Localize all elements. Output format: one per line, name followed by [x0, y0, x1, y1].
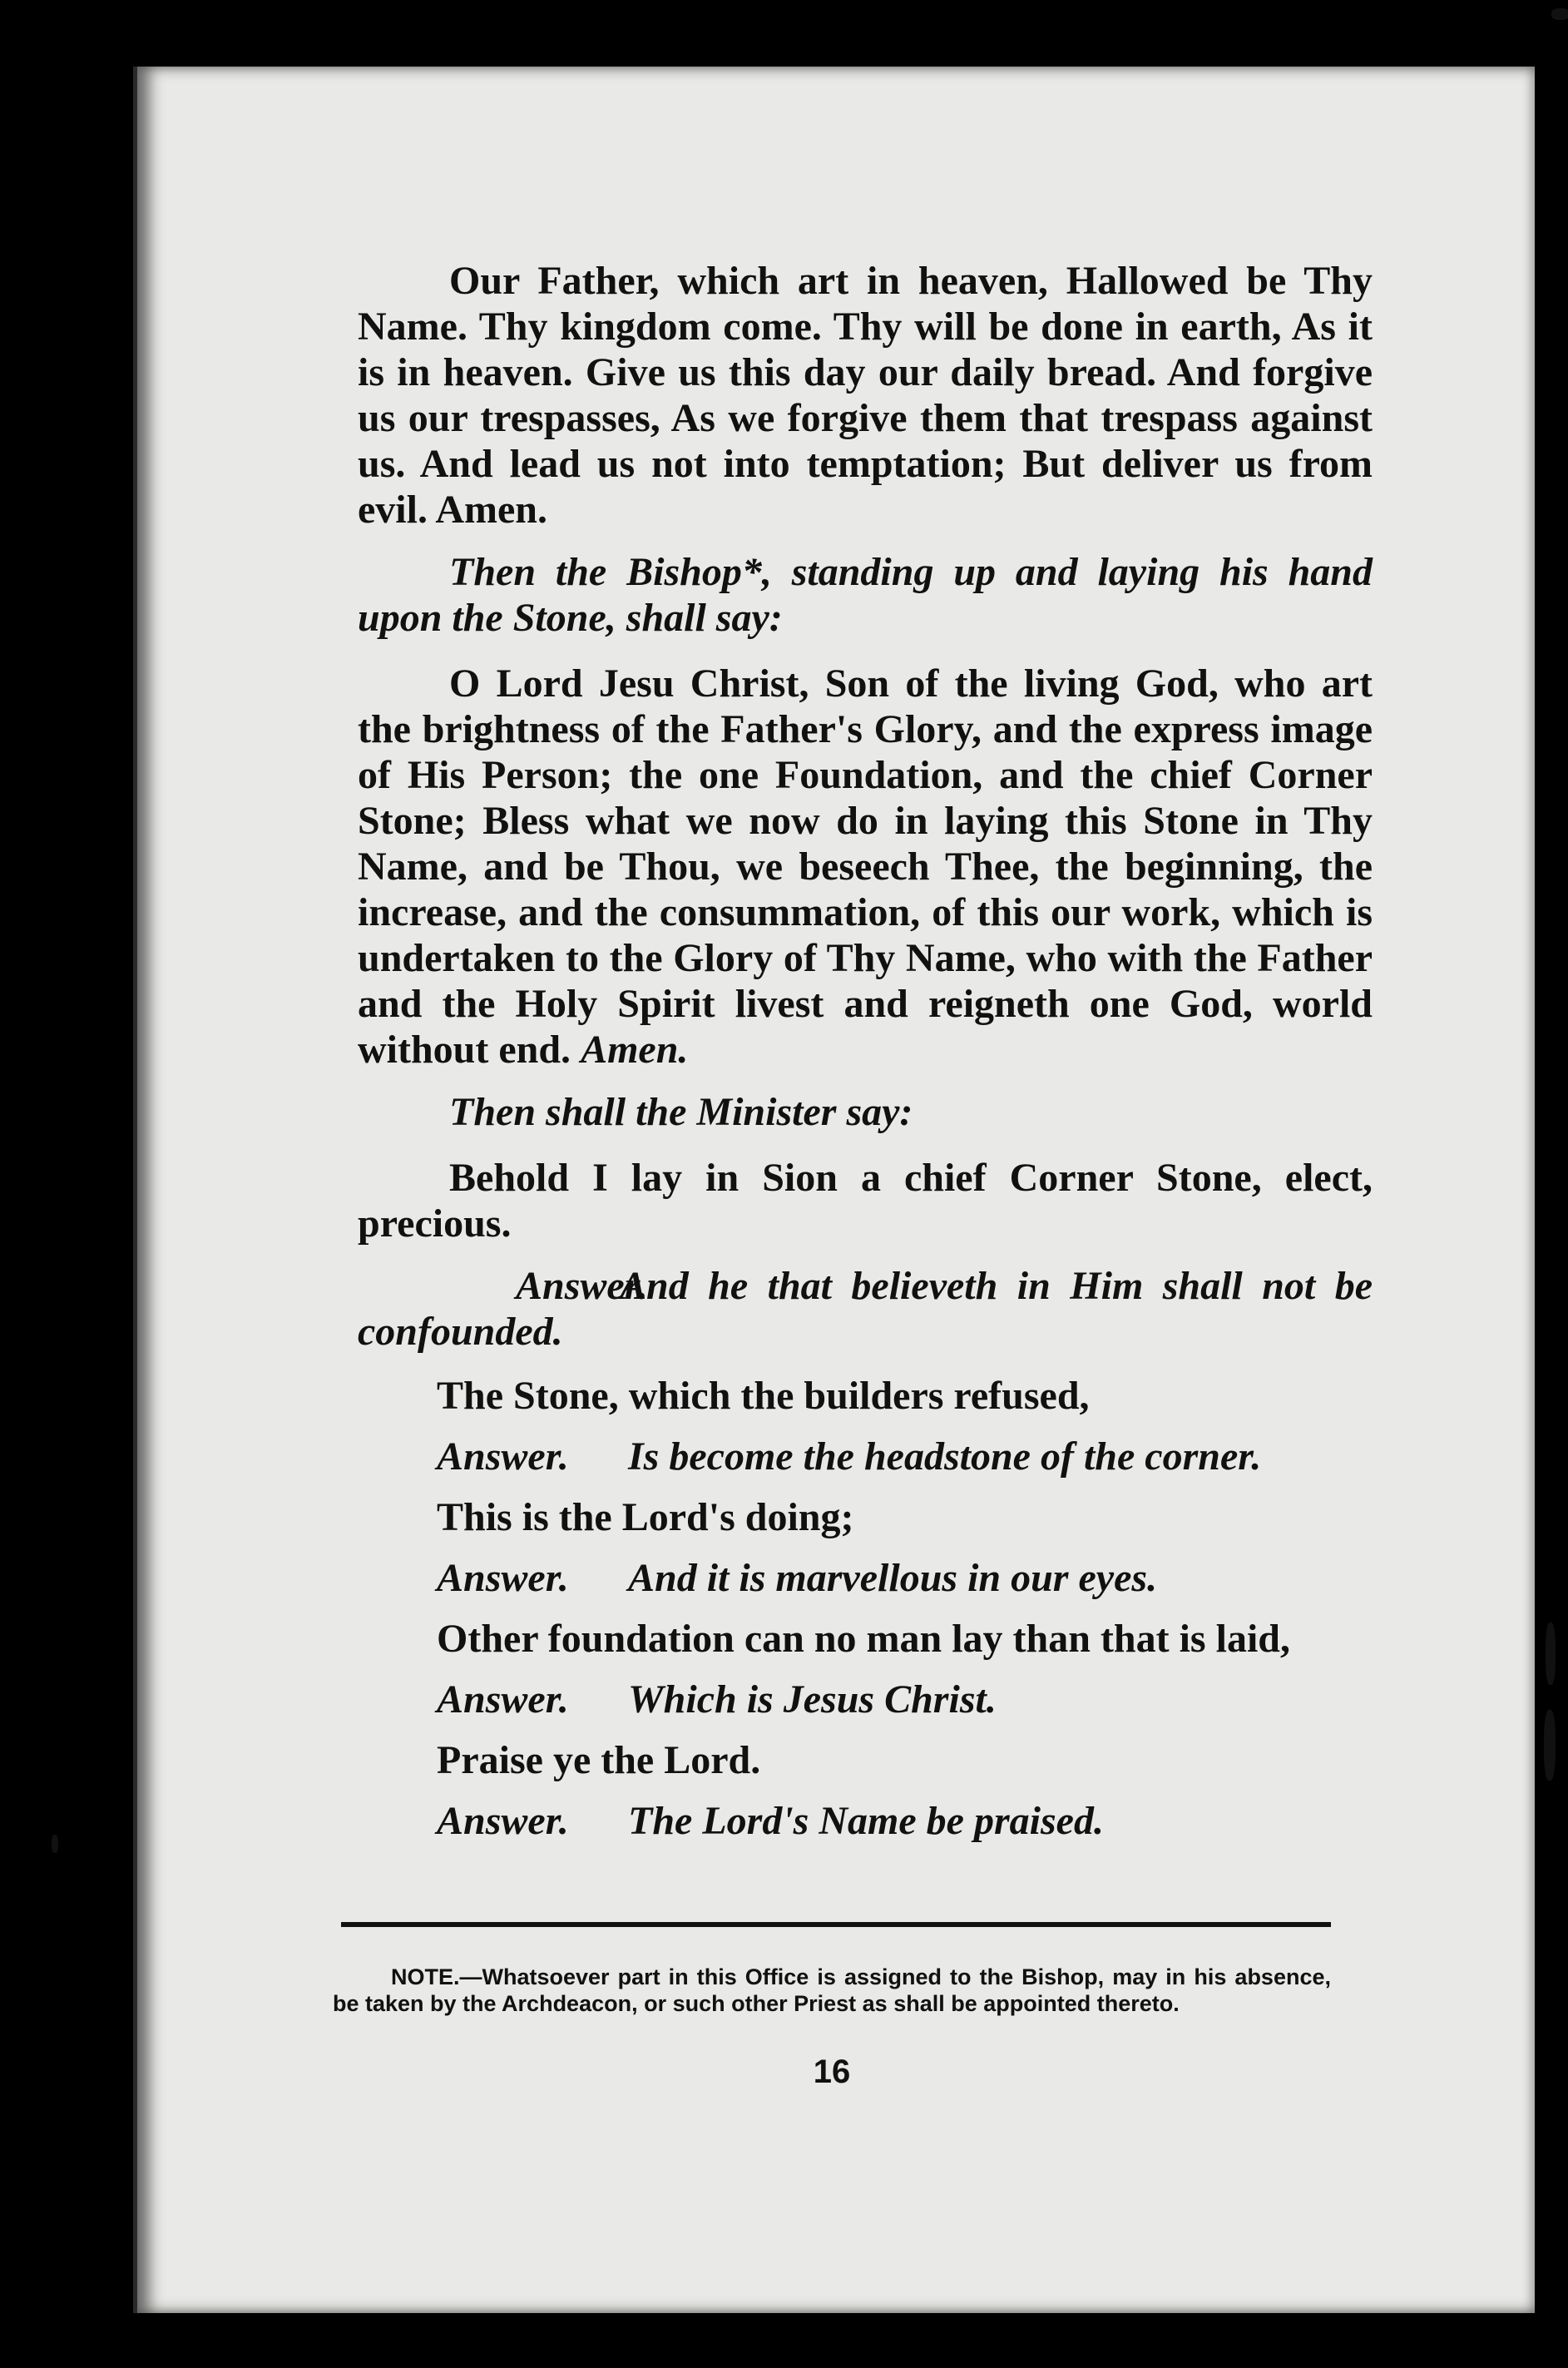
answer-text: And it is marvellous in our eyes. [628, 1556, 1158, 1600]
answer-label: Answer. [437, 1556, 569, 1600]
answer-text: Which is Jesus Christ. [628, 1677, 997, 1722]
answer-label: Answer. [516, 1264, 648, 1308]
collect-amen: Amen. [581, 1028, 689, 1072]
collect-paragraph [358, 661, 1373, 1073]
response-verse: Praise ye the Lord. [437, 1738, 761, 1782]
answer-label: Answer. [437, 1434, 569, 1479]
scan-speck [52, 1835, 58, 1853]
response-answer [358, 1434, 1373, 1479]
footnote: NOTE.—Whatsoever part in this Office is assigned to the Bishop, may in his absence, be taken by the Archdeacon, or such other Priest as shall be appointed thereto. [333, 1964, 1331, 2016]
answer-text: Is become the headstone of the corner. [628, 1434, 1262, 1479]
page-number: 16 [813, 2053, 851, 2090]
response-verse: The Stone, which the builders refused, [437, 1374, 1090, 1418]
footnote-rule [341, 1922, 1331, 1927]
scan-speck [1551, 8, 1568, 20]
liturgy-text [358, 258, 1373, 1859]
response-verse: Other foundation can no man lay than that is laid, [437, 1617, 1290, 1661]
rubric-bishop: Then the Bishop*, standing up and laying his hand upon the Stone, shall say: [358, 550, 1373, 640]
response-answer [358, 1263, 1373, 1355]
behold-paragraph: Behold I lay in Sion a chief Corner Stone, elect, precious. [358, 1156, 1373, 1246]
response-answer [358, 1555, 1373, 1601]
answer-text: The Lord's Name be praised. [628, 1799, 1104, 1843]
lords-prayer-paragraph: Our Father, which art in heaven, Hallowed be Thy Name. Thy kingdom come. Thy will be done in earth, As it is in heaven. Give us this day our daily bread. And forgive us our trespasses, As we forgive them that trespass against us. And lead us not into temptation; But deliver us from evil. Amen. [358, 259, 1373, 532]
response-verse: This is the Lord's doing; [437, 1495, 854, 1539]
response-answer [358, 1798, 1373, 1844]
scan-speck [1546, 1622, 1556, 1685]
answer-label: Answer. [437, 1799, 569, 1843]
response-answer [358, 1677, 1373, 1722]
collect-text: O Lord Jesu Christ, Son of the living God, who art the brightness of the Father's Glory, and the express image of His Person; the one Foundation, and the chief Corner Stone; Bless what we now do in laying this Stone in Thy Name, and be Thou, we beseech Thee, the beginning, the increase, and the consummation, of this our work, which is undertaken to the Glory of Thy Name, who with the Father and the Holy Spirit livest and reigneth one God, world without end. [358, 661, 1373, 1072]
answer-text: And he that believeth in Him shall not be confounded. [358, 1264, 1373, 1354]
answer-label: Answer. [437, 1677, 569, 1722]
rubric-minister: Then shall the Minister say: [449, 1090, 913, 1134]
scan-speck [1544, 1710, 1556, 1781]
